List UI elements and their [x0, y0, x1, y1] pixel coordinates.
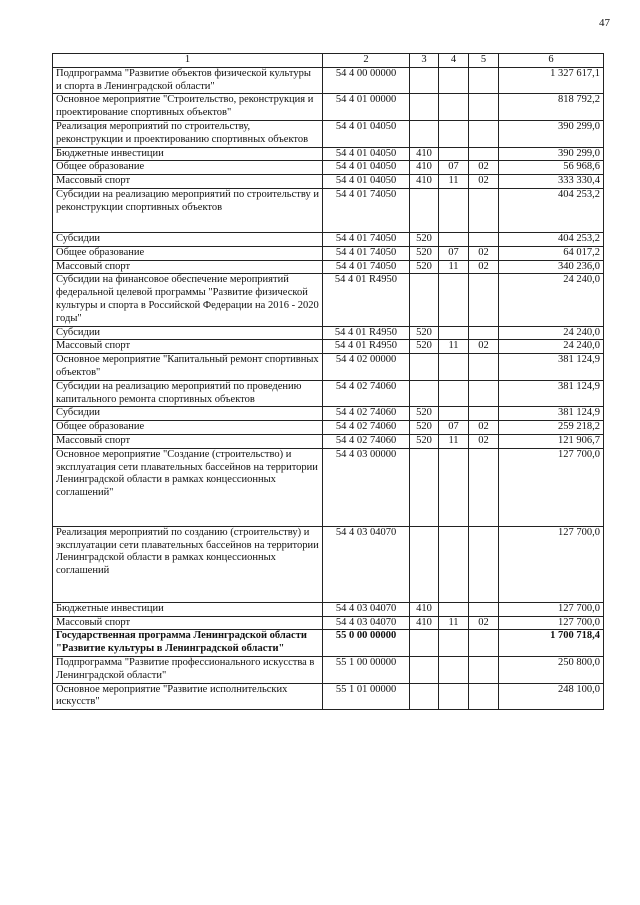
table-row [53, 407, 604, 421]
expense-type-cell [410, 188, 439, 232]
table-row [53, 67, 604, 94]
section-cell [439, 354, 469, 381]
item-name-cell: Массовый спорт [53, 340, 323, 354]
subsection-cell: 02 [469, 421, 499, 435]
item-code-cell: 54 4 01 04050 [323, 175, 410, 189]
subsection-cell [469, 274, 499, 326]
subsection-cell: 02 [469, 434, 499, 448]
amount-cell: 64 017,2 [499, 246, 604, 260]
expense-type-cell: 410 [410, 602, 439, 616]
expense-type-cell [410, 683, 439, 710]
amount-cell: 24 240,0 [499, 340, 604, 354]
expense-type-cell [410, 630, 439, 657]
subsection-cell [469, 656, 499, 683]
page-number: 47 [599, 17, 610, 29]
expense-type-cell [410, 67, 439, 94]
amount-cell: 390 299,0 [499, 120, 604, 147]
expense-type-cell: 520 [410, 326, 439, 340]
item-name-cell: Реализация мероприятий по строительству, реконструкции и проектированию спортивных объектов [53, 120, 323, 147]
item-code-cell: 54 4 01 R4950 [323, 274, 410, 326]
item-name-cell: Субсидии на реализацию мероприятий по строительству и реконструкции спортивных объектов [53, 188, 323, 232]
item-code-cell: 54 4 02 00000 [323, 354, 410, 381]
table-row [53, 683, 604, 710]
table-row [53, 616, 604, 630]
item-code-cell: 54 4 01 00000 [323, 94, 410, 121]
section-cell [439, 94, 469, 121]
item-code-cell: 54 4 01 R4950 [323, 326, 410, 340]
item-code-cell: 54 4 03 04070 [323, 602, 410, 616]
amount-cell: 121 906,7 [499, 434, 604, 448]
item-name-cell: Массовый спорт [53, 434, 323, 448]
subsection-cell [469, 630, 499, 657]
table-row [53, 354, 604, 381]
expense-type-cell [410, 354, 439, 381]
item-code-cell: 54 4 02 74060 [323, 421, 410, 435]
section-cell: 07 [439, 421, 469, 435]
table-row [53, 421, 604, 435]
table-row [53, 326, 604, 340]
item-name-cell: Реализация мероприятий по созданию (строительству) и эксплуатации сети плавательных бассейнов на территории Ленинградской области в рамках концессионных соглашений [53, 526, 323, 602]
item-name-cell: Подпрограмма "Развитие профессионального искусства в Ленинградской области" [53, 656, 323, 683]
amount-cell: 381 124,9 [499, 407, 604, 421]
subsection-cell [469, 120, 499, 147]
subsection-cell: 02 [469, 175, 499, 189]
expense-type-cell: 520 [410, 246, 439, 260]
item-code-cell: 54 4 03 00000 [323, 448, 410, 526]
table-row [53, 434, 604, 448]
subsection-cell [469, 602, 499, 616]
amount-cell: 127 700,0 [499, 616, 604, 630]
table-row [53, 120, 604, 147]
item-code-cell: 54 4 01 04050 [323, 120, 410, 147]
subsection-cell [469, 94, 499, 121]
subsection-cell [469, 526, 499, 602]
section-cell: 07 [439, 161, 469, 175]
section-cell [439, 407, 469, 421]
item-code-cell: 54 4 02 74060 [323, 407, 410, 421]
expense-type-cell: 520 [410, 232, 439, 246]
subsection-cell [469, 232, 499, 246]
item-name-cell: Массовый спорт [53, 260, 323, 274]
item-name-cell: Массовый спорт [53, 616, 323, 630]
section-cell [439, 526, 469, 602]
item-name-cell: Массовый спорт [53, 175, 323, 189]
item-code-cell: 54 4 01 74050 [323, 188, 410, 232]
expense-type-cell: 520 [410, 421, 439, 435]
item-name-cell: Субсидии [53, 326, 323, 340]
table-row [53, 232, 604, 246]
table-row [53, 188, 604, 232]
expense-type-cell: 520 [410, 340, 439, 354]
section-cell [439, 683, 469, 710]
item-name-cell: Субсидии [53, 232, 323, 246]
column-header: 3 [410, 54, 439, 68]
item-code-cell: 54 4 03 04070 [323, 526, 410, 602]
item-code-cell: 54 4 01 74050 [323, 260, 410, 274]
item-code-cell: 54 4 01 04050 [323, 161, 410, 175]
item-code-cell: 54 4 00 00000 [323, 67, 410, 94]
section-cell [439, 67, 469, 94]
item-code-cell: 54 4 01 04050 [323, 147, 410, 161]
subsection-cell [469, 407, 499, 421]
subsection-cell [469, 67, 499, 94]
item-code-cell: 55 1 01 00000 [323, 683, 410, 710]
table-row [53, 656, 604, 683]
table-row [53, 274, 604, 326]
amount-cell: 818 792,2 [499, 94, 604, 121]
expense-type-cell: 520 [410, 407, 439, 421]
amount-cell: 404 253,2 [499, 232, 604, 246]
subsection-cell [469, 448, 499, 526]
section-cell [439, 656, 469, 683]
amount-cell: 24 240,0 [499, 326, 604, 340]
item-name-cell: Бюджетные инвестиции [53, 602, 323, 616]
subsection-cell [469, 147, 499, 161]
expense-type-cell [410, 94, 439, 121]
expense-type-cell [410, 656, 439, 683]
item-name-cell: Основное мероприятие "Капитальный ремонт спортивных объектов" [53, 354, 323, 381]
amount-cell: 56 968,6 [499, 161, 604, 175]
expense-type-cell: 520 [410, 434, 439, 448]
amount-cell: 127 700,0 [499, 602, 604, 616]
header-row [53, 54, 604, 68]
column-header: 5 [469, 54, 499, 68]
table-row [53, 161, 604, 175]
amount-cell: 127 700,0 [499, 526, 604, 602]
table-row [53, 260, 604, 274]
expense-type-cell: 520 [410, 260, 439, 274]
expense-type-cell [410, 120, 439, 147]
amount-cell: 127 700,0 [499, 448, 604, 526]
item-code-cell: 55 1 00 00000 [323, 656, 410, 683]
section-cell [439, 380, 469, 407]
item-name-cell: Общее образование [53, 161, 323, 175]
item-name-cell: Подпрограмма "Развитие объектов физической культуры и спорта в Ленинградской области" [53, 67, 323, 94]
item-name-cell: Субсидии на реализацию мероприятий по проведению капитального ремонта спортивных объектов [53, 380, 323, 407]
table-row [53, 175, 604, 189]
section-cell: 11 [439, 434, 469, 448]
table-row [53, 630, 604, 657]
section-cell [439, 188, 469, 232]
table-row [53, 94, 604, 121]
item-code-cell: 54 4 01 74050 [323, 246, 410, 260]
section-cell: 11 [439, 616, 469, 630]
subsection-cell [469, 683, 499, 710]
column-header: 1 [53, 54, 323, 68]
section-cell [439, 120, 469, 147]
section-cell: 11 [439, 175, 469, 189]
item-name-cell: Общее образование [53, 421, 323, 435]
section-cell: 11 [439, 340, 469, 354]
column-header: 4 [439, 54, 469, 68]
item-name-cell: Основное мероприятие "Строительство, реконструкция и проектирование спортивных объектов" [53, 94, 323, 121]
subsection-cell: 02 [469, 340, 499, 354]
section-cell [439, 232, 469, 246]
section-cell [439, 448, 469, 526]
column-header: 6 [499, 54, 604, 68]
section-cell: 11 [439, 260, 469, 274]
item-name-cell: Бюджетные инвестиции [53, 147, 323, 161]
amount-cell: 404 253,2 [499, 188, 604, 232]
section-cell [439, 274, 469, 326]
table-row [53, 448, 604, 526]
subsection-cell: 02 [469, 246, 499, 260]
subsection-cell: 02 [469, 616, 499, 630]
amount-cell: 381 124,9 [499, 354, 604, 381]
expense-type-cell: 410 [410, 616, 439, 630]
item-name-cell: Основное мероприятие "Развитие исполнительских искусств" [53, 683, 323, 710]
item-code-cell: 54 4 01 74050 [323, 232, 410, 246]
section-cell [439, 147, 469, 161]
item-name-cell: Субсидии [53, 407, 323, 421]
amount-cell: 390 299,0 [499, 147, 604, 161]
table-row [53, 147, 604, 161]
amount-cell: 381 124,9 [499, 380, 604, 407]
section-cell [439, 602, 469, 616]
expense-type-cell: 410 [410, 161, 439, 175]
expense-type-cell [410, 380, 439, 407]
item-code-cell: 55 0 00 00000 [323, 630, 410, 657]
amount-cell: 248 100,0 [499, 683, 604, 710]
amount-cell: 340 236,0 [499, 260, 604, 274]
item-code-cell: 54 4 03 04070 [323, 616, 410, 630]
expense-type-cell [410, 274, 439, 326]
item-name-cell: Общее образование [53, 246, 323, 260]
subsection-cell [469, 380, 499, 407]
subsection-cell [469, 354, 499, 381]
subsection-cell [469, 188, 499, 232]
table-row [53, 602, 604, 616]
amount-cell: 250 800,0 [499, 656, 604, 683]
item-code-cell: 54 4 02 74060 [323, 380, 410, 407]
amount-cell: 333 330,4 [499, 175, 604, 189]
table-row [53, 526, 604, 602]
amount-cell: 1 327 617,1 [499, 67, 604, 94]
subsection-cell [469, 326, 499, 340]
table-row [53, 340, 604, 354]
item-code-cell: 54 4 01 R4950 [323, 340, 410, 354]
budget-table [52, 53, 604, 710]
subsection-cell: 02 [469, 260, 499, 274]
table-row [53, 380, 604, 407]
expense-type-cell [410, 448, 439, 526]
expense-type-cell [410, 526, 439, 602]
section-cell: 07 [439, 246, 469, 260]
amount-cell: 1 700 718,4 [499, 630, 604, 657]
table-body [53, 67, 604, 709]
item-name-cell: Субсидии на финансовое обеспечение мероприятий федеральной целевой программы "Развитие физической культуры и спорта в Российской Федерации на 2016 - 2020 годы" [53, 274, 323, 326]
item-code-cell: 54 4 02 74060 [323, 434, 410, 448]
amount-cell: 24 240,0 [499, 274, 604, 326]
subsection-cell: 02 [469, 161, 499, 175]
amount-cell: 259 218,2 [499, 421, 604, 435]
expense-type-cell: 410 [410, 175, 439, 189]
section-cell [439, 630, 469, 657]
table-row [53, 246, 604, 260]
item-name-cell: Основное мероприятие "Создание (строительство) и эксплуатация сети плавательных бассейнов на территории Ленинградской области в рамках концессионных соглашений" [53, 448, 323, 526]
column-header: 2 [323, 54, 410, 68]
item-name-cell: Государственная программа Ленинградской области "Развитие культуры в Ленинградской области" [53, 630, 323, 657]
section-cell [439, 326, 469, 340]
expense-type-cell: 410 [410, 147, 439, 161]
